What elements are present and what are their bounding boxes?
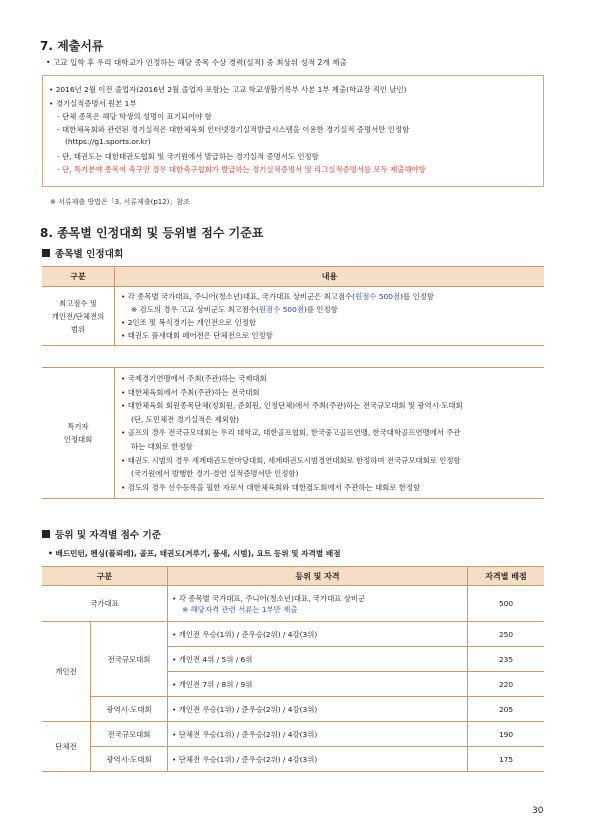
row-label — [42, 368, 115, 499]
row-label — [42, 287, 115, 346]
score: 220 — [468, 672, 545, 697]
score-table — [42, 566, 544, 772]
content-line: • 2인조 및 복식경기는 개인전으로 인정함 — [121, 318, 257, 327]
level-national: 전국규모대회 — [91, 722, 168, 747]
box-line: • 2016년 2월 이전 졸업자(2016년 2월 졸업자 포함)는 고교 학교생활기록부 사본 1부 제출(학교장 직인 날인) — [49, 85, 407, 94]
subsection-title — [42, 246, 123, 260]
category-national: 국가대표 — [42, 586, 168, 622]
text-segment: ※ 검도의 경우 고교 상비군도 최고점수( — [131, 305, 259, 314]
content-line: • 검도의 경우 선수등록을 필한 자로서 대한체육회와 대한검도회에서 주관하는 대회로 한정함 — [121, 482, 421, 492]
table-header: 구분 — [42, 267, 115, 287]
rank-desc: • 개인전 4위 / 5위 / 6위 — [168, 647, 468, 672]
label-line: 최고점수 및 — [58, 298, 98, 308]
level-regional: 광역시·도대회 — [91, 747, 168, 772]
section-7-title: 7. 제출서류 — [40, 39, 104, 53]
score: 175 — [468, 747, 545, 772]
label-line: 인정대회 — [63, 435, 93, 445]
box-line: - 단, 태권도는 대한태권도협회 및 국기원에서 발급하는 경기실적 증명서도 인정함 — [57, 152, 319, 161]
table-header: 구분 — [42, 567, 168, 586]
text-segment: • 각 종목별 국가대표, 주니어(청소년)대표, 국가대표 상비군은 최고점수( — [121, 292, 356, 301]
label-line: 개인전/단체전의 — [51, 311, 105, 321]
content-line — [121, 303, 544, 316]
content-line: • 태권도 시범의 경우 세계태권도한마당대회, 세계태권도시범경연대회로 한정하며 전국규모대회로 인정함 — [121, 455, 461, 465]
documents-box — [42, 75, 544, 187]
rank-desc: • 단체전 우승(1위) / 준우승(2위) / 4강(3위) — [168, 722, 468, 747]
category-team: 단체전 — [42, 722, 91, 772]
content-line: (단, 도민체전 경기실적은 제외함) — [131, 414, 239, 424]
highlight-text: 원점수 500점 — [258, 305, 304, 314]
subsection-label: 종목별 인정대회 — [55, 249, 124, 260]
national-desc — [168, 586, 468, 622]
desc-line: • 각 종목별 국가대표, 주니어(청소년)대표, 국가대표 상비군 — [172, 593, 366, 603]
table-header: 등위 및 자격 — [168, 567, 468, 586]
score: 205 — [468, 697, 545, 722]
text-segment: )를 인정함 — [303, 305, 338, 314]
score: 190 — [468, 722, 545, 747]
scoring-bullet: • 배드민턴, 펜싱(플뢰레), 골프, 태권도(겨루기, 품새, 시범), 요트 등위 및 자격별 배점 — [48, 549, 341, 558]
rank-desc: • 개인전 7위 / 8위 / 9위 — [168, 672, 468, 697]
label-line: 특기자 — [67, 422, 89, 432]
content-line: 하는 대회로 한정함 — [131, 441, 193, 451]
text-segment: )를 인정함 — [400, 292, 434, 301]
content-line: (국기원에서 발행한 경기·경연 실적증명서만 인정함) — [131, 469, 299, 479]
submission-note: ※ 서류제출 방법은「3. 서류제출(p12)」참조 — [50, 198, 190, 206]
row-content — [115, 368, 545, 499]
recognized-competitions-table — [42, 266, 544, 346]
row-content — [115, 287, 545, 346]
level-national: 전국규모대회 — [91, 622, 168, 697]
rank-desc: • 개인전 우승(1위) / 준우승(2위) / 4강(3위) — [168, 697, 468, 722]
category-individual: 개인전 — [42, 622, 91, 722]
score: 500 — [468, 586, 545, 622]
subsection-title — [42, 527, 161, 541]
section-7-intro: • 고교 입학 후 우리 대학교가 인정하는 해당 종목 수상 경력(실적) 중 최상위 성적 2개 제출 — [46, 58, 347, 67]
content-line: • 대한체육회 회원종목단체(정회원, 준회원, 인정단체)에서 주최(주관)하는 전국규모대회 및 광역시·도대회 — [121, 401, 463, 411]
subsection-label: 등위 및 자격별 점수 기준 — [55, 530, 162, 541]
section-8-title: 8. 종목별 인정대회 및 등위별 점수 기준표 — [40, 226, 264, 240]
label-line: 범위 — [70, 324, 86, 334]
rank-desc: • 단체전 우승(1위) / 준우승(2위) / 4강(3위) — [168, 747, 468, 772]
table-header: 내용 — [115, 267, 545, 287]
rank-desc: • 개인전 우승(1위) / 준우승(2위) / 4강(3위) — [168, 622, 468, 647]
box-line: • 경기실적증명서 원본 1부 — [49, 99, 137, 108]
box-line: - 단체 종목은 해당 학생의 성명이 표기되어야 함 — [57, 112, 212, 121]
page-number: 30 — [532, 806, 544, 816]
highlight-text: 원점수 500점 — [355, 292, 401, 301]
content-line: • 대한체육회에서 주최(주관)하는 전국대회 — [121, 387, 260, 397]
square-bullet-icon — [42, 530, 50, 538]
box-line: (https://g1.sports.or.kr) — [65, 137, 151, 146]
box-line: - 대한체육회와 관련된 경기실적은 대한체육회 인터넷경기실적발급시스템을 이용한 경기실적 증명서만 인정함 — [57, 125, 410, 134]
content-line — [121, 290, 544, 303]
content-line: • 태권도 품새대회 페어전은 단체전으로 인정함 — [121, 331, 273, 340]
content-line: • 국제경기연맹에서 주최(주관)하는 국제대회 — [121, 374, 267, 383]
box-line-warning: - 단, 특기분야 종목이 축구인 경우 대한축구협회가 발급하는 경기실적증명서 및 리그실적증명서를 모두 제출해야함 — [57, 165, 426, 174]
level-regional: 광역시·도대회 — [91, 697, 168, 722]
content-line: • 골프의 경우 전국규모대회는 우리 대학교, 대한골프협회, 한국중고골프연맹, 한국대학골프연맹에서 주관 — [121, 428, 461, 438]
score: 250 — [468, 622, 545, 647]
square-bullet-icon — [42, 249, 50, 257]
desc-note: ※ 해당자격 관련 서류는 1부만 제출 — [182, 604, 298, 614]
score: 235 — [468, 647, 545, 672]
table-header: 자격별 배점 — [468, 567, 545, 586]
special-competitions-table — [42, 367, 544, 499]
